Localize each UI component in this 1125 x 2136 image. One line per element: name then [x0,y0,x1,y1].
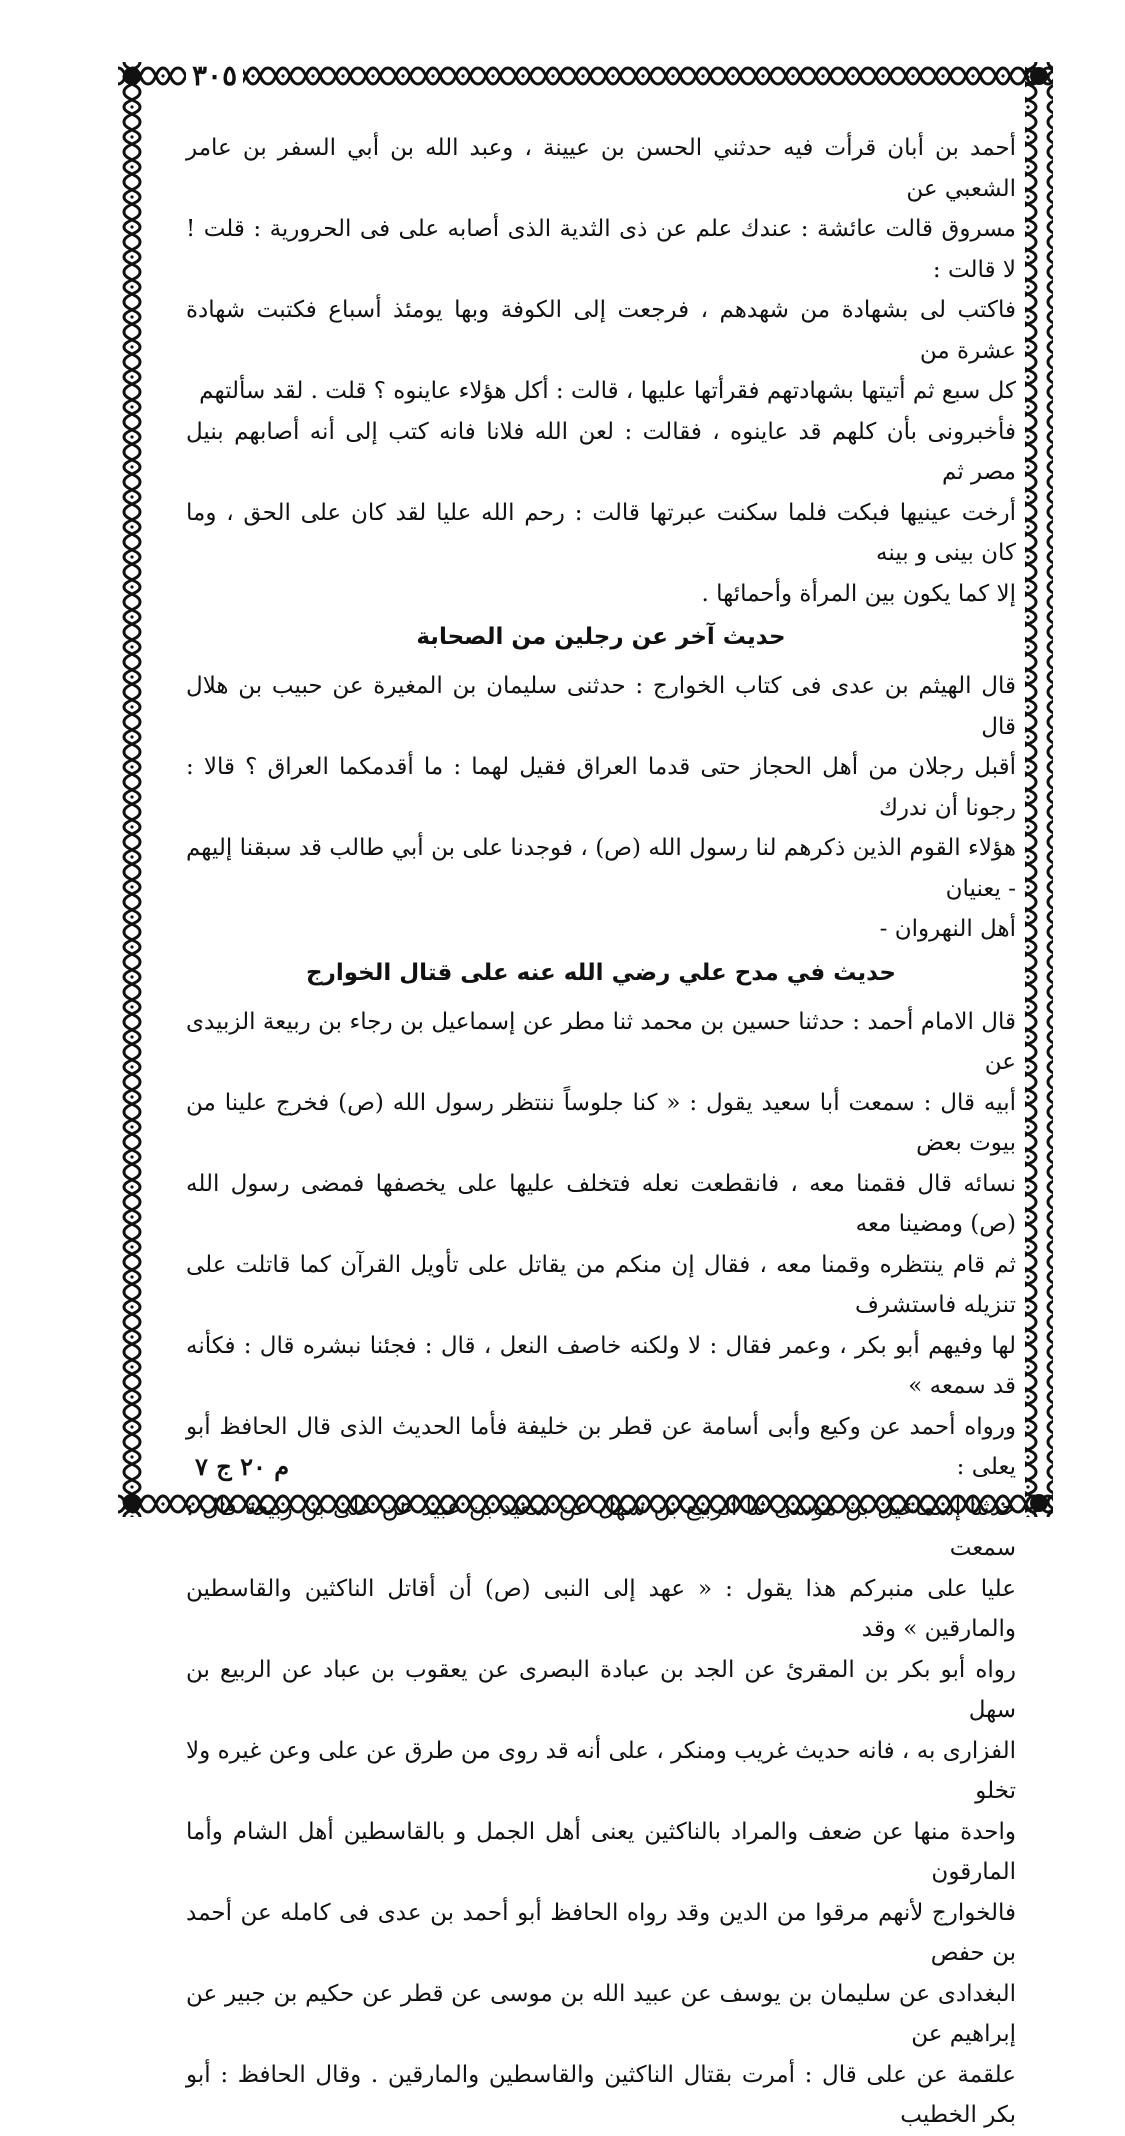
paragraph-aisha-narration [186,128,1016,614]
text-line: قال الهيثم بن عدى فى كتاب الخوارج : حدثنى سليمان بن المغيرة عن حبيب بن هلال قال [186,673,1016,740]
text-line: أحمد بن أبان قرأت فيه حدثني الحسن بن عيينة ، وعبد الله بن أبي السفر بن عامر الشعبي عن [186,135,1016,202]
text-line: هؤلاء القوم الذين ذكرهم لنا رسول الله (ص) ، فوجدنا على بن أبي طالب قد سبقنا إليهم - يعنيان [186,835,1016,902]
text-line: ورواه أحمد عن وكيع وأبى أسامة عن قطر بن خليفة فأما الحديث الذى قال الحافظ أبو يعلى : [186,1413,1016,1480]
text-line: نسائه قال فقمنا معه ، فانقطعت نعله فتخلف عليها على يخصفها فمضى رسول الله (ص) ومضينا معه [186,1170,1016,1237]
text-line: إلا كما يكون بين المرأة وأحمائها . [701,580,1016,607]
text-line: علقمة عن على قال : أمرت بقتال الناكثين والقاسطين والمارقين . وقال الحافظ : أبو بكر الخطيب [186,2061,1016,2128]
paragraph-praise-of-ali [186,1002,1016,2136]
text-line: حدثنا إسماعيل بن موسى ثنا الربيع بن سهل عن سعيد بن عبيد عن على بن ربيعة قال : سمعت [186,1494,1016,1561]
text-line: مسروق قالت عائشة : عندك علم عن ذى الثدية الذى أصابه على فى الحرورية : قلت ! لا قالت : [186,216,1016,283]
section-heading: حديث آخر عن رجلين من الصحابة [416,624,786,650]
text-line: واحدة منها عن ضعف والمراد بالناكثين يعنى أهل الجمل و بالقاسطين أهل الشام وأما المارقون [186,1818,1016,1885]
text-line: فالخوارج لأنهم مرقوا من الدين وقد رواه الحافظ أبو أحمد بن عدى فى كامله عن أحمد بن حفص [186,1899,1016,1966]
text-line: البغدادى عن سليمان بن يوسف عن عبيد الله بن موسى عن قطر عن حكيم بن جبير عن إبراهيم عن [186,1980,1016,2047]
text-line: فاكتب لى بشهادة من شهدهم ، فرجعت إلى الكوفة وبها يومئذ أسباع فكتبت شهادة عشرة من [186,297,1016,364]
page-body [186,128,1016,2136]
text-line: فأخبرونى بأن كلهم قد عاينوه ، فقالت : لعن الله فلانا فانه كتب إلى أنه أصابهم بنيل مصر ثم [186,418,1016,485]
text-line: كل سبع ثم أتيتها بشهادتهم فقرأتها عليها ، قالت : أكل هؤلاء عاينوه ؟ قلت . لقد سألتهم [199,378,1016,404]
section-heading: حديث في مدح علي رضي الله عنه على قتال الخوارج [306,959,896,986]
printer-signature: م ٢٠ ج ٧ [195,1452,290,1481]
text-line: أقبل رجلان من أهل الحجاز حتى قدما العراق فقيل لهما : ما أقدمكما العراق ؟ قالا : رجونا أن ندرك [186,754,1016,821]
text-line: ثم قام ينتظره وقمنا معه ، فقال إن منكم من يقاتل على تأويل القرآن كما قاتلت على تنزيله فاستشرف [186,1251,1016,1318]
text-line: لها وفيهم أبو بكر ، وعمر فقال : لا ولكنه خاصف النعل ، قال : فجئنا نبشره قال : فكأنه قد سمعه » [186,1332,1016,1399]
text-line: رواه أبو بكر بن المقرئ عن الجد بن عبادة البصرى عن يعقوب بن عباد عن الربيع بن سهل [186,1656,1016,1723]
text-line: أبيه قال : سمعت أبا سعيد يقول : « كنا جلوساً ننتظر رسول الله (ص) فخرج علينا من بيوت بعض [186,1089,1016,1156]
text-line: الفزارى به ، فانه حديث غريب ومنكر ، على أنه قد روى من طرق عن على وعن غيره ولا تخلو [186,1737,1016,1804]
text-line: قال الامام أحمد : حدثنا حسين بن محمد ثنا مطر عن إسماعيل بن رجاء بن ربيعة الزبيدى عن [186,1008,1016,1075]
page-number: ٣٠٥ [186,62,243,90]
text-line: عليا على منبركم هذا يقول : « عهد إلى النبى (ص) أن أقاتل الناكثين والقاسطين والمارقين » وقد [186,1575,1016,1642]
paragraph-two-companions [186,666,1016,950]
text-line: أهل النهروان - [879,916,1016,942]
text-line: أرخت عينيها فبكت فلما سكنت عبرتها قالت : رحم الله عليا لقد كان على الحق ، وما كان بينى و بينه [186,499,1016,566]
